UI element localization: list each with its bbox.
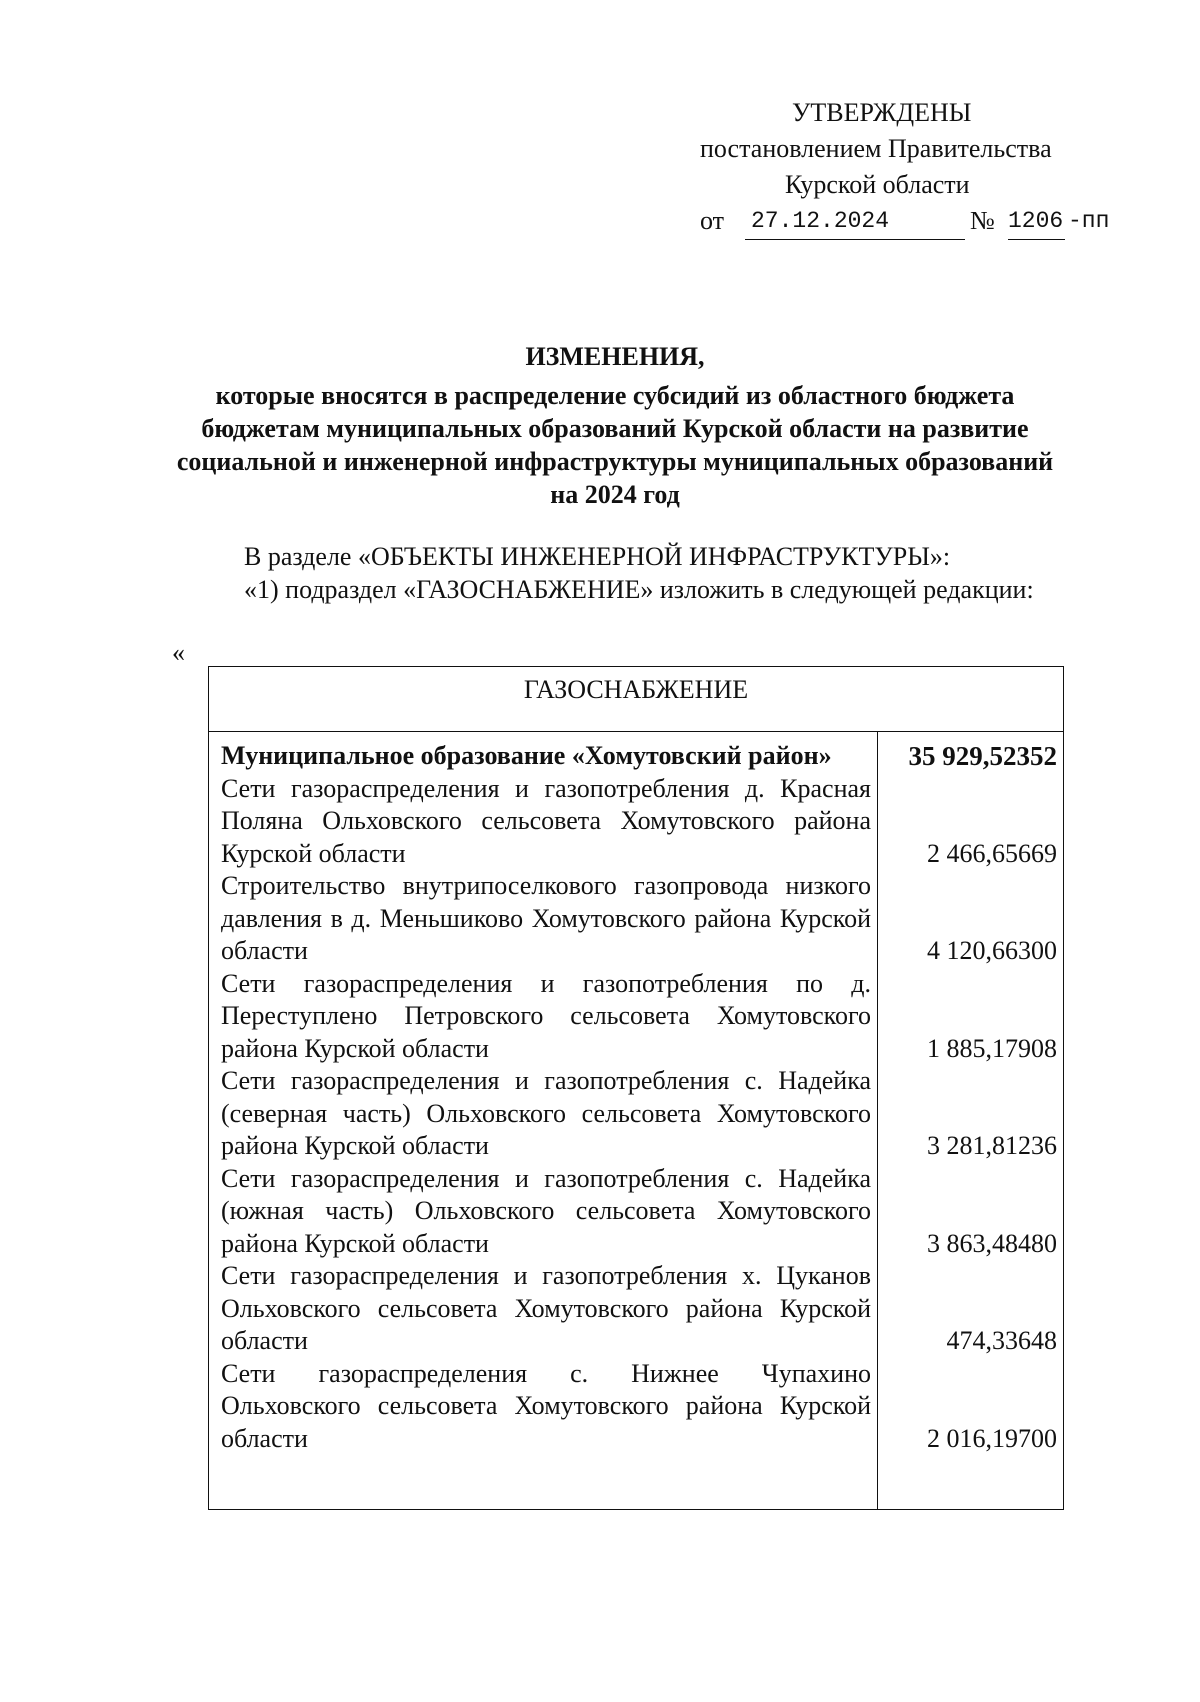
object-name: Сети газораспределения и газопотребления по д. Переступлено Петровского сельсовета Хомутовского района Курской области — [221, 968, 871, 1063]
table-row — [221, 1065, 1063, 1163]
approval-title: УТВЕРЖДЕНЫ — [792, 98, 972, 127]
object-amount: 474,33648 — [946, 1326, 1057, 1355]
object-name: Сети газораспределения с. Нижнее Чупахино Ольховского сельсовета Хомутовского района Курской области — [221, 1358, 871, 1453]
municipality-name: Муниципальное образование «Хомутовский район» — [221, 741, 832, 770]
table-row-total — [221, 740, 1063, 773]
document-heading — [170, 340, 1060, 511]
gas-supply-table — [208, 666, 1064, 1510]
object-name: Сети газораспределения и газопотребления д. Красная Поляна Ольховского сельсовета Хомутовского района Курской области — [221, 773, 871, 868]
subsection-instruction: «1) подраздел «ГАЗОСНАБЖЕНИЕ» изложить в следующей редакции: — [244, 575, 1034, 604]
table-row — [221, 1260, 1063, 1358]
from-label: от — [700, 206, 725, 235]
object-amount: 2 466,65669 — [927, 838, 1057, 868]
approval-region: Курской области — [785, 170, 970, 199]
object-amount: 3 863,48480 — [927, 1228, 1057, 1258]
table-body — [221, 740, 1063, 1455]
object-name: Строительство внутрипоселкового газопровода низкого давления в д. Меньшиково Хомутовского района Курской области — [221, 871, 871, 965]
opening-quote-mark: « — [172, 638, 185, 667]
number-sign: № — [970, 206, 995, 235]
table-row — [221, 968, 1063, 1066]
object-amount: 4 120,66300 — [927, 936, 1057, 965]
section-reference: В разделе «ОБЪЕКТЫ ИНЖЕНЕРНОЙ ИНФРАСТРУКТУРЫ»: — [244, 542, 951, 571]
object-name: Сети газораспределения и газопотребления х. Цуканов Ольховского сельсовета Хомутовского района Курской области — [221, 1261, 871, 1355]
intro-text — [172, 540, 1069, 606]
table-row — [221, 1163, 1063, 1261]
approval-issuer: постановлением Правительства — [700, 134, 1052, 163]
approval-block — [700, 95, 1120, 243]
decree-date: 27.12.2024 — [745, 203, 965, 240]
table-header: ГАЗОСНАБЖЕНИЕ — [209, 667, 1063, 732]
table-row — [221, 1358, 1063, 1456]
object-name: Сети газораспределения и газопотребления с. Надейка (северная часть) Ольховского сельсовета Хомутовского района Курской области — [221, 1066, 871, 1160]
table-row — [221, 870, 1063, 968]
decree-number-suffix: -пп — [1068, 208, 1110, 234]
municipality-total: 35 929,52352 — [908, 741, 1057, 771]
document-title: ИЗМЕНЕНИЯ, — [525, 342, 705, 371]
document-subtitle: которые вносятся в распределение субсидий из областного бюджета бюджетам муниципальных образований Курской области на развитие социальной и инженерной инфраструктуры муниципальных образований на 2024 год — [176, 381, 1054, 509]
object-name: Сети газораспределения и газопотребления с. Надейка (южная часть) Ольховского сельсовета Хомутовского района Курской области — [221, 1163, 871, 1258]
approval-date-line — [700, 203, 1120, 243]
object-amount: 1 885,17908 — [927, 1033, 1057, 1063]
decree-number: 1206 — [1008, 203, 1065, 240]
table-row — [221, 773, 1063, 871]
object-amount: 2 016,19700 — [927, 1423, 1057, 1453]
object-amount: 3 281,81236 — [927, 1131, 1057, 1160]
